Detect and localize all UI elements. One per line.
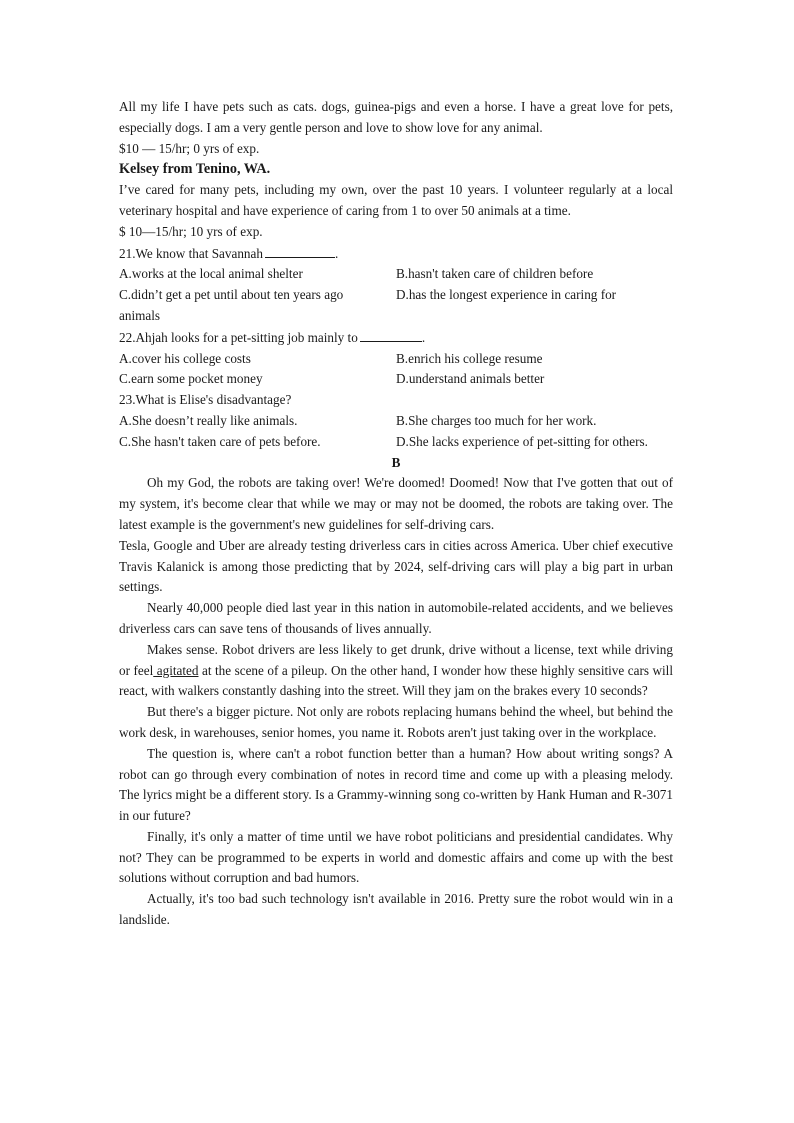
- passage-paragraph: The question is, where can't a robot function better than a human? How about writing songs? A robot can go through every combination of notes in record time and come up with a pleasing melody. The lyrics might be a different story. Is a Grammy-winning song co-written by Hank Human and R-3071 in our future?: [119, 745, 673, 824]
- option-a: A.She doesn’t really like animals.: [119, 412, 298, 428]
- question-stem: 21.We know that Savannah: [119, 245, 263, 261]
- question-end: .: [334, 245, 339, 261]
- option-b: B.enrich his college resume: [396, 350, 543, 366]
- passage-paragraph: Tesla, Google and Uber are already testing driverless cars in cities across America. Uber chief executive Travis Kalanick is among those predicting that by 2024, self-driving cars will play a big part in urban settings.: [119, 537, 673, 595]
- option-d: D.understand animals better: [396, 371, 545, 387]
- profile-rate: $10 — 15/hr; 0 yrs of exp.: [119, 140, 260, 156]
- option-d: D.has the longest experience in caring for: [396, 287, 617, 303]
- paragraph-text: at the scene of a pileup. On the other hand, I wonder how these highly sensitive cars will react, with walkers constantly dashing into the street. Will they jam on the brakes every 10 seconds?: [119, 662, 673, 699]
- passage-paragraph: Nearly 40,000 people died last year in this nation in automobile-related accidents, and we believes driverless cars can save tens of thousands of lives annually.: [119, 600, 673, 636]
- section-heading: B: [391, 454, 401, 470]
- passage-paragraph: [119, 640, 673, 702]
- passage-paragraph: But there's a bigger picture. Not only are robots replacing humans behind the wheel, but behind the work desk, in warehouses, senior homes, you name it. Robots aren't just taking over in the workplace.: [119, 704, 673, 740]
- question-21: [119, 243, 673, 265]
- profile-name-kelsey: Kelsey from Tenino, WA.: [119, 161, 271, 178]
- question-22: [119, 327, 673, 349]
- profile-rate-kelsey: $ 10—15/hr; 10 yrs of exp.: [119, 223, 263, 239]
- question-21-options: [119, 264, 673, 326]
- option-b: B.She charges too much for her work.: [396, 412, 597, 428]
- answer-blank: [265, 243, 335, 258]
- answer-blank: [360, 327, 422, 342]
- option-b: B.hasn't taken care of children before: [396, 266, 594, 282]
- option-d-continued: animals: [119, 307, 161, 323]
- option-a: A.works at the local animal shelter: [119, 266, 303, 282]
- document-page: [119, 97, 673, 931]
- question-stem: 22.Ahjah looks for a pet-sitting job mainly to: [119, 329, 358, 345]
- passage-paragraph: Oh my God, the robots are taking over! We're doomed! Doomed! Now that I've gotten that out of my system, it's become clear that while we may or may not be doomed, the robots are taking over. The latest example is the government's new guidelines for self-driving cars.: [119, 475, 673, 532]
- question-23-options: [119, 411, 673, 453]
- question-22-options: [119, 349, 673, 391]
- option-d: D.She lacks experience of pet-sitting for others.: [396, 433, 648, 449]
- question-end: .: [421, 329, 426, 345]
- paragraph-text: Makes sense. Robot drivers are less likely to get drunk, drive without a license, text while driving or feel: [119, 641, 673, 678]
- underlined-word: agitated: [153, 662, 199, 678]
- profile-text: All my life I have pets such as cats. dogs, guinea-pigs and even a horse. I have a great love for pets, especially dogs. I am a very gentle person and love to show love for any animal.: [119, 99, 673, 135]
- option-c: C.earn some pocket money: [119, 371, 263, 387]
- question-23: 23.What is Elise's disadvantage?: [119, 392, 292, 408]
- profile-text-kelsey: I’ve cared for many pets, including my own, over the past 10 years. I volunteer regularly at a local veterinary hospital and have experience of caring from 1 to over 50 animals at a time.: [119, 182, 673, 218]
- option-c: C.didn’t get a pet until about ten years ago: [119, 287, 344, 303]
- option-c: C.She hasn't taken care of pets before.: [119, 433, 321, 449]
- option-a: A.cover his college costs: [119, 350, 251, 366]
- passage-paragraph: Actually, it's too bad such technology isn't available in 2016. Pretty sure the robot would win in a landslide.: [119, 891, 673, 928]
- passage-paragraph: Finally, it's only a matter of time until we have robot politicians and presidential candidates. Why not? They can be programmed to be experts in world and domestic affairs and come up with the best solutions without corruption and bad humors.: [119, 828, 673, 886]
